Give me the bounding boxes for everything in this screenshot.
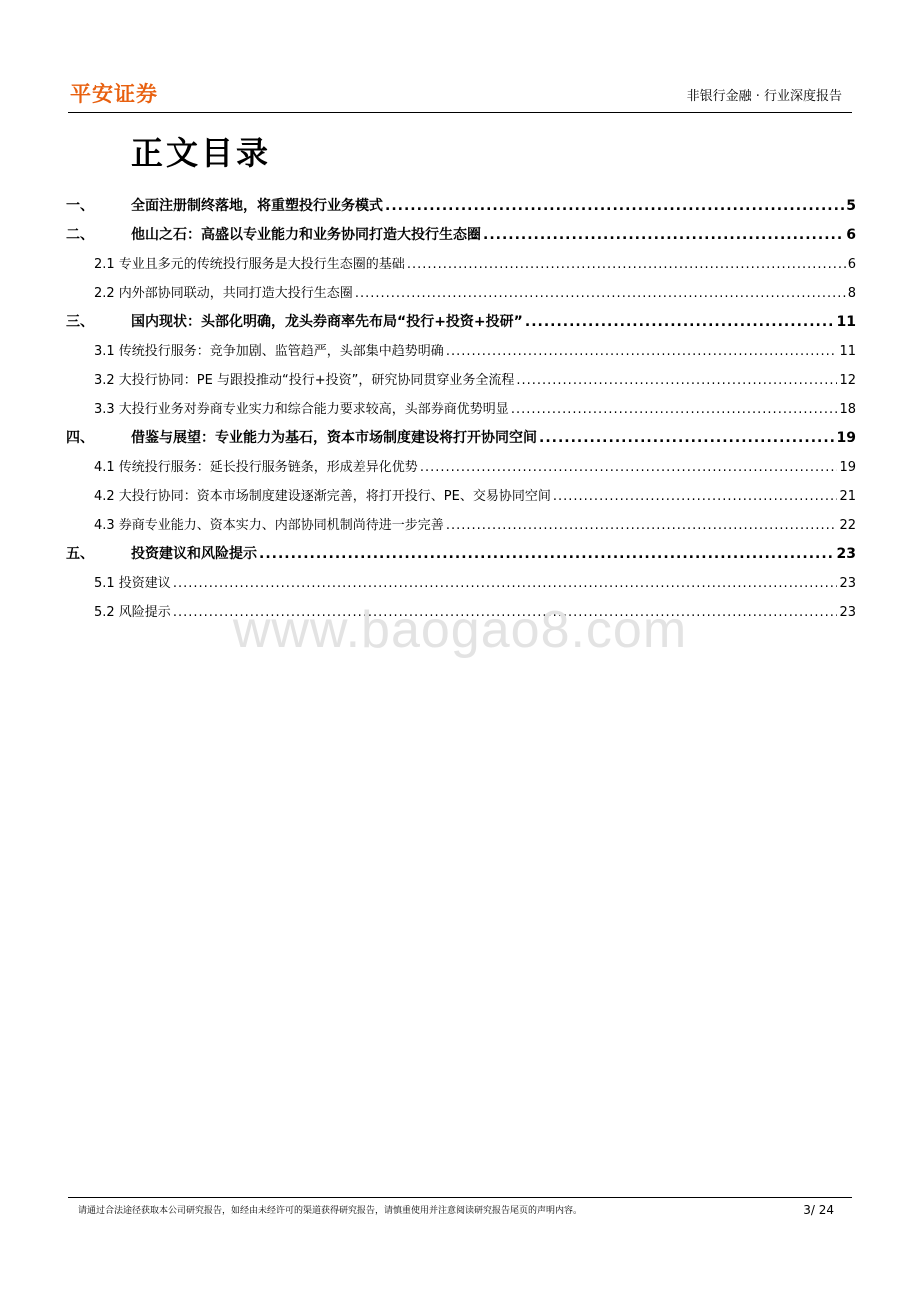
- toc-entry-title: 3.2 大投行协同：PE 与跟投推动“投行+投资”，研究协同贯穿业务全流程: [94, 373, 515, 388]
- toc-entry[interactable]: [66, 308, 856, 337]
- toc-entry-page: 22: [839, 518, 856, 533]
- toc-entry[interactable]: [66, 192, 856, 221]
- toc-entry-page: 12: [839, 373, 856, 388]
- toc-entry-title: 3.1 传统投行服务：竞争加剧、监管趋严，头部集中趋势明确: [94, 344, 444, 359]
- toc-dot-leader: [385, 192, 844, 221]
- toc-dot-leader: [553, 482, 838, 511]
- toc-entry-title: 国内现状：头部化明确，龙头券商率先布局“投行+投资+投研”: [131, 314, 523, 330]
- toc-entry-title: 他山之石：高盛以专业能力和业务协同打造大投行生态圈: [131, 227, 481, 243]
- toc-entry-page: 8: [847, 286, 856, 301]
- toc-entry-title: 2.2 内外部协同联动，共同打造大投行生态圈: [94, 286, 353, 301]
- toc-entry-number: 一、: [66, 198, 94, 214]
- toc-entry-page: 11: [839, 344, 856, 359]
- toc-subentry[interactable]: [66, 482, 856, 511]
- toc-subentry[interactable]: [66, 511, 856, 540]
- toc-dot-leader: [539, 424, 835, 453]
- toc-entry-page: 23: [839, 576, 856, 591]
- toc-dot-leader: [355, 279, 846, 308]
- toc-entry-page: 6: [847, 257, 856, 272]
- toc-entry-page: 21: [839, 489, 856, 504]
- header-divider: [68, 112, 852, 113]
- toc-entry-title: 4.3 券商专业能力、资本实力、内部协同机制尚待进一步完善: [94, 518, 444, 533]
- toc-entry-number: 三、: [66, 314, 94, 330]
- toc-entry-title: 2.1 专业且多元的传统投行服务是大投行生态圈的基础: [94, 257, 405, 272]
- toc-entry-page: 23: [836, 546, 856, 562]
- toc-entry-number: 四、: [66, 430, 94, 446]
- report-type: 非银行金融 · 行业深度报告: [686, 89, 842, 104]
- toc-subentry[interactable]: [66, 569, 856, 598]
- toc-dot-leader: [516, 366, 837, 395]
- watermark: www.baogao8.com: [232, 601, 688, 659]
- table-of-contents: [66, 192, 856, 627]
- toc-entry-page: 6: [846, 227, 856, 243]
- toc-entry-title: 5.2 风险提示: [94, 605, 171, 620]
- toc-entry-title: 借鉴与展望：专业能力为基石，资本市场制度建设将打开协同空间: [131, 430, 537, 446]
- toc-entry-number: 五、: [66, 546, 94, 562]
- toc-entry[interactable]: [66, 424, 856, 453]
- toc-dot-leader: [446, 511, 838, 540]
- toc-entry-page: 19: [836, 430, 856, 446]
- toc-entry[interactable]: [66, 221, 856, 250]
- toc-dot-leader: [446, 337, 838, 366]
- toc-dot-leader: [420, 453, 838, 482]
- toc-subentry[interactable]: [66, 279, 856, 308]
- toc-dot-leader: [483, 221, 844, 250]
- toc-subentry[interactable]: [66, 395, 856, 424]
- toc-dot-leader: [173, 569, 838, 598]
- page-title: 正文目录: [131, 134, 272, 172]
- toc-entry-page: 23: [839, 605, 856, 620]
- toc-entry[interactable]: [66, 540, 856, 569]
- toc-subentry[interactable]: [66, 453, 856, 482]
- company-logo: 平安证券: [70, 82, 158, 106]
- toc-entry-page: 18: [839, 402, 856, 417]
- toc-subentry[interactable]: [66, 250, 856, 279]
- toc-entry-title: 4.2 大投行协同：资本市场制度建设逐渐完善，将打开投行、PE、交易协同空间: [94, 489, 551, 504]
- toc-entry-title: 投资建议和风险提示: [131, 546, 257, 562]
- footer-disclaimer: 请通过合法途径获取本公司研究报告，如经由未经许可的渠道获得研究报告，请慎重使用并注意阅读研究报告尾页的声明内容。: [78, 1206, 583, 1216]
- toc-dot-leader: [511, 395, 838, 424]
- toc-entry-title: 3.3 大投行业务对券商专业实力和综合能力要求较高，头部券商优势明显: [94, 402, 509, 417]
- toc-subentry[interactable]: [66, 366, 856, 395]
- toc-entry-page: 19: [839, 460, 856, 475]
- toc-entry-number: 二、: [66, 227, 94, 243]
- toc-dot-leader: [259, 540, 835, 569]
- toc-entry-page: 5: [846, 198, 856, 214]
- toc-dot-leader: [525, 308, 835, 337]
- toc-dot-leader: [407, 250, 846, 279]
- footer-divider: [68, 1197, 852, 1198]
- toc-entry-page: 11: [836, 314, 856, 330]
- toc-entry-title: 4.1 传统投行服务：延长投行服务链条，形成差异化优势: [94, 460, 418, 475]
- toc-entry-title: 5.1 投资建议: [94, 576, 171, 591]
- toc-subentry[interactable]: [66, 337, 856, 366]
- toc-entry-title: 全面注册制终落地，将重塑投行业务模式: [131, 198, 383, 214]
- page-number: 3/ 24: [803, 1203, 834, 1217]
